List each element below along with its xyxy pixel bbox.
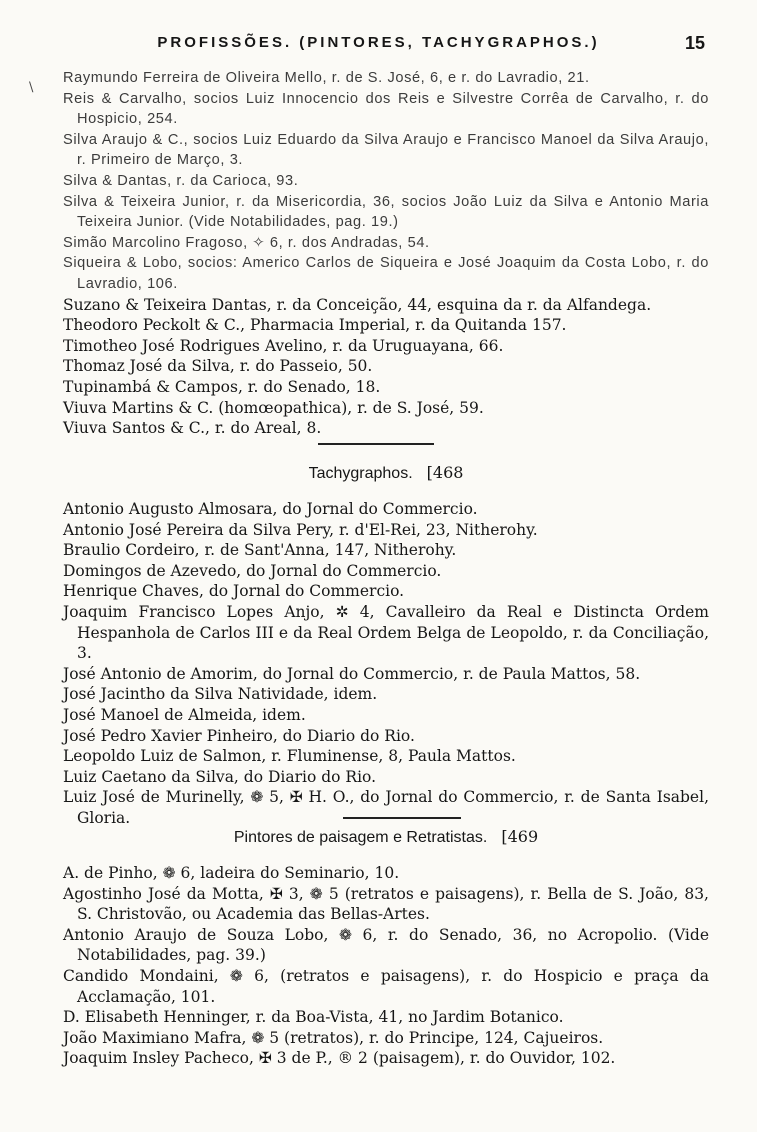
section-number: [469 [501, 827, 539, 846]
list-item: Antonio Araujo de Souza Lobo, ❁ 6, r. do Senado, 36, no Acropolio. (Vide Notabilidades, pag. 39.) [63, 925, 709, 965]
section-number: [468 [426, 463, 464, 482]
list-item: Antonio José Pereira da Silva Pery, r. d'El-Rei, 23, Nitherohy. [63, 520, 538, 539]
list-item: Silva Araujo & C., socios Luiz Eduardo da Silva Araujo e Francisco Manoel da Silva Araujo, r. Primeiro de Março, 3. [63, 131, 709, 169]
list-item: Luiz José de Murinelly, ❁ 5, ✠ H. O., do Jornal do Commercio, r. de Santa Isabel, Gloria. [63, 788, 709, 827]
list-item: Viuva Martins & C. (homœopathica), r. de S. José, 59. [63, 398, 484, 417]
list-item: Raymundo Ferreira de Oliveira Mello, r. de S. José, 6, e r. do Lavradio, 21. [63, 70, 590, 86]
list-item: José Antonio de Amorim, do Jornal do Commercio, r. de Paula Mattos, 58. [63, 664, 641, 683]
section-title [63, 462, 709, 485]
list-item: A. de Pinho, ❁ 6, ladeira do Seminario, 10. [63, 864, 400, 882]
list-item: Agostinho José da Motta, ✠ 3, ❁ 5 (retratos e paisagens), r. Bella de S. João, 83, S. Christovão, ou Academia das Bellas-Artes. [63, 884, 709, 924]
list-item: Candido Mondaini, ❁ 6, (retratos e paisagens), r. do Hospicio e praça da Acclamação, 101. [63, 966, 709, 1006]
list-item: Tupinambá & Campos, r. do Senado, 18. [63, 377, 381, 396]
list-item: Thomaz José da Silva, r. do Passeio, 50. [63, 357, 373, 376]
list-item: José Pedro Xavier Pinheiro, do Diario do Rio. [63, 726, 415, 745]
list-item: Luiz Caetano da Silva, do Diario do Rio. [63, 767, 377, 786]
list-item: Braulio Cordeiro, r. de Sant'Anna, 147, Nitherohy. [63, 541, 457, 560]
page-number: 15 [684, 33, 705, 53]
list-item: José Manoel de Almeida, idem. [63, 705, 306, 724]
list-item: José Jacintho da Silva Natividade, idem. [63, 685, 378, 704]
list-item: Viuva Santos & C., r. do Areal, 8. [63, 419, 322, 438]
list-item: Joaquim Francisco Lopes Anjo, ✲ 4, Cavalleiro da Real e Distincta Ordem Hespanhola de Carlos III e da Real Ordem Belga de Leopoldo, r. da Conciliação, 3. [63, 602, 709, 663]
list-item: Henrique Chaves, do Jornal do Commercio. [63, 582, 405, 601]
list-item: Simão Marcolino Fragoso, ✧ 6, r. dos Andradas, 54. [63, 234, 430, 251]
section-divider [343, 817, 461, 819]
list-item: Theodoro Peckolt & C., Pharmacia Imperial, r. da Quitanda 157. [63, 316, 567, 335]
section-a-list [63, 68, 709, 439]
section-title [63, 826, 709, 849]
list-item: Silva & Teixeira Junior, r. da Misericordia, 36, socios João Luiz da Silva e Antonio Maria Teixeira Junior. (Vide Notabilidades, pag. 19.) [63, 193, 709, 231]
list-item: Suzano & Teixeira Dantas, r. da Conceição, 44, esquina da r. da Alfandega. [63, 295, 652, 314]
list-item: Silva & Dantas, r. da Carioca, 93. [63, 172, 299, 189]
margin-mark: \ [29, 80, 34, 95]
section-pintores [63, 826, 709, 1069]
list-item: Leopoldo Luiz de Salmon, r. Fluminense, 8, Paula Mattos. [63, 747, 516, 766]
list-item: Siqueira & Lobo, socios: Americo Carlos de Siqueira e José Joaquim da Costa Lobo, r. do Lavradio, 106. [63, 255, 709, 292]
list-item: Timotheo José Rodrigues Avelino, r. da Uruguayana, 66. [63, 336, 504, 355]
list-item: Domingos de Azevedo, do Jornal do Commercio. [63, 561, 442, 580]
list-item: D. Elisabeth Henninger, r. da Boa-Vista, 41, no Jardim Botanico. [63, 1008, 564, 1027]
section-title-text: Tachygraphos. [308, 465, 413, 482]
list-item: Joaquim Insley Pacheco, ✠ 3 de P., ® 2 (paisagem), r. do Ouvidor, 102. [63, 1049, 616, 1068]
list-item: João Maximiano Mafra, ❁ 5 (retratos), r. do Principe, 124, Cajueiros. [63, 1028, 604, 1047]
section-tachygraphos [63, 462, 709, 829]
section-divider [318, 443, 434, 445]
list-item: Antonio Augusto Almosara, do Jornal do Commercio. [63, 500, 478, 518]
running-header: PROFISSÕES. (PINTORES, TACHYGRAPHOS.) [157, 34, 600, 51]
list-item: Reis & Carvalho, socios Luiz Innocencio dos Reis e Silvestre Corrêa de Carvalho, r. do Hospicio, 254. [63, 90, 709, 128]
section-title-text: Pintores de paisagem e Retratistas. [233, 829, 488, 846]
